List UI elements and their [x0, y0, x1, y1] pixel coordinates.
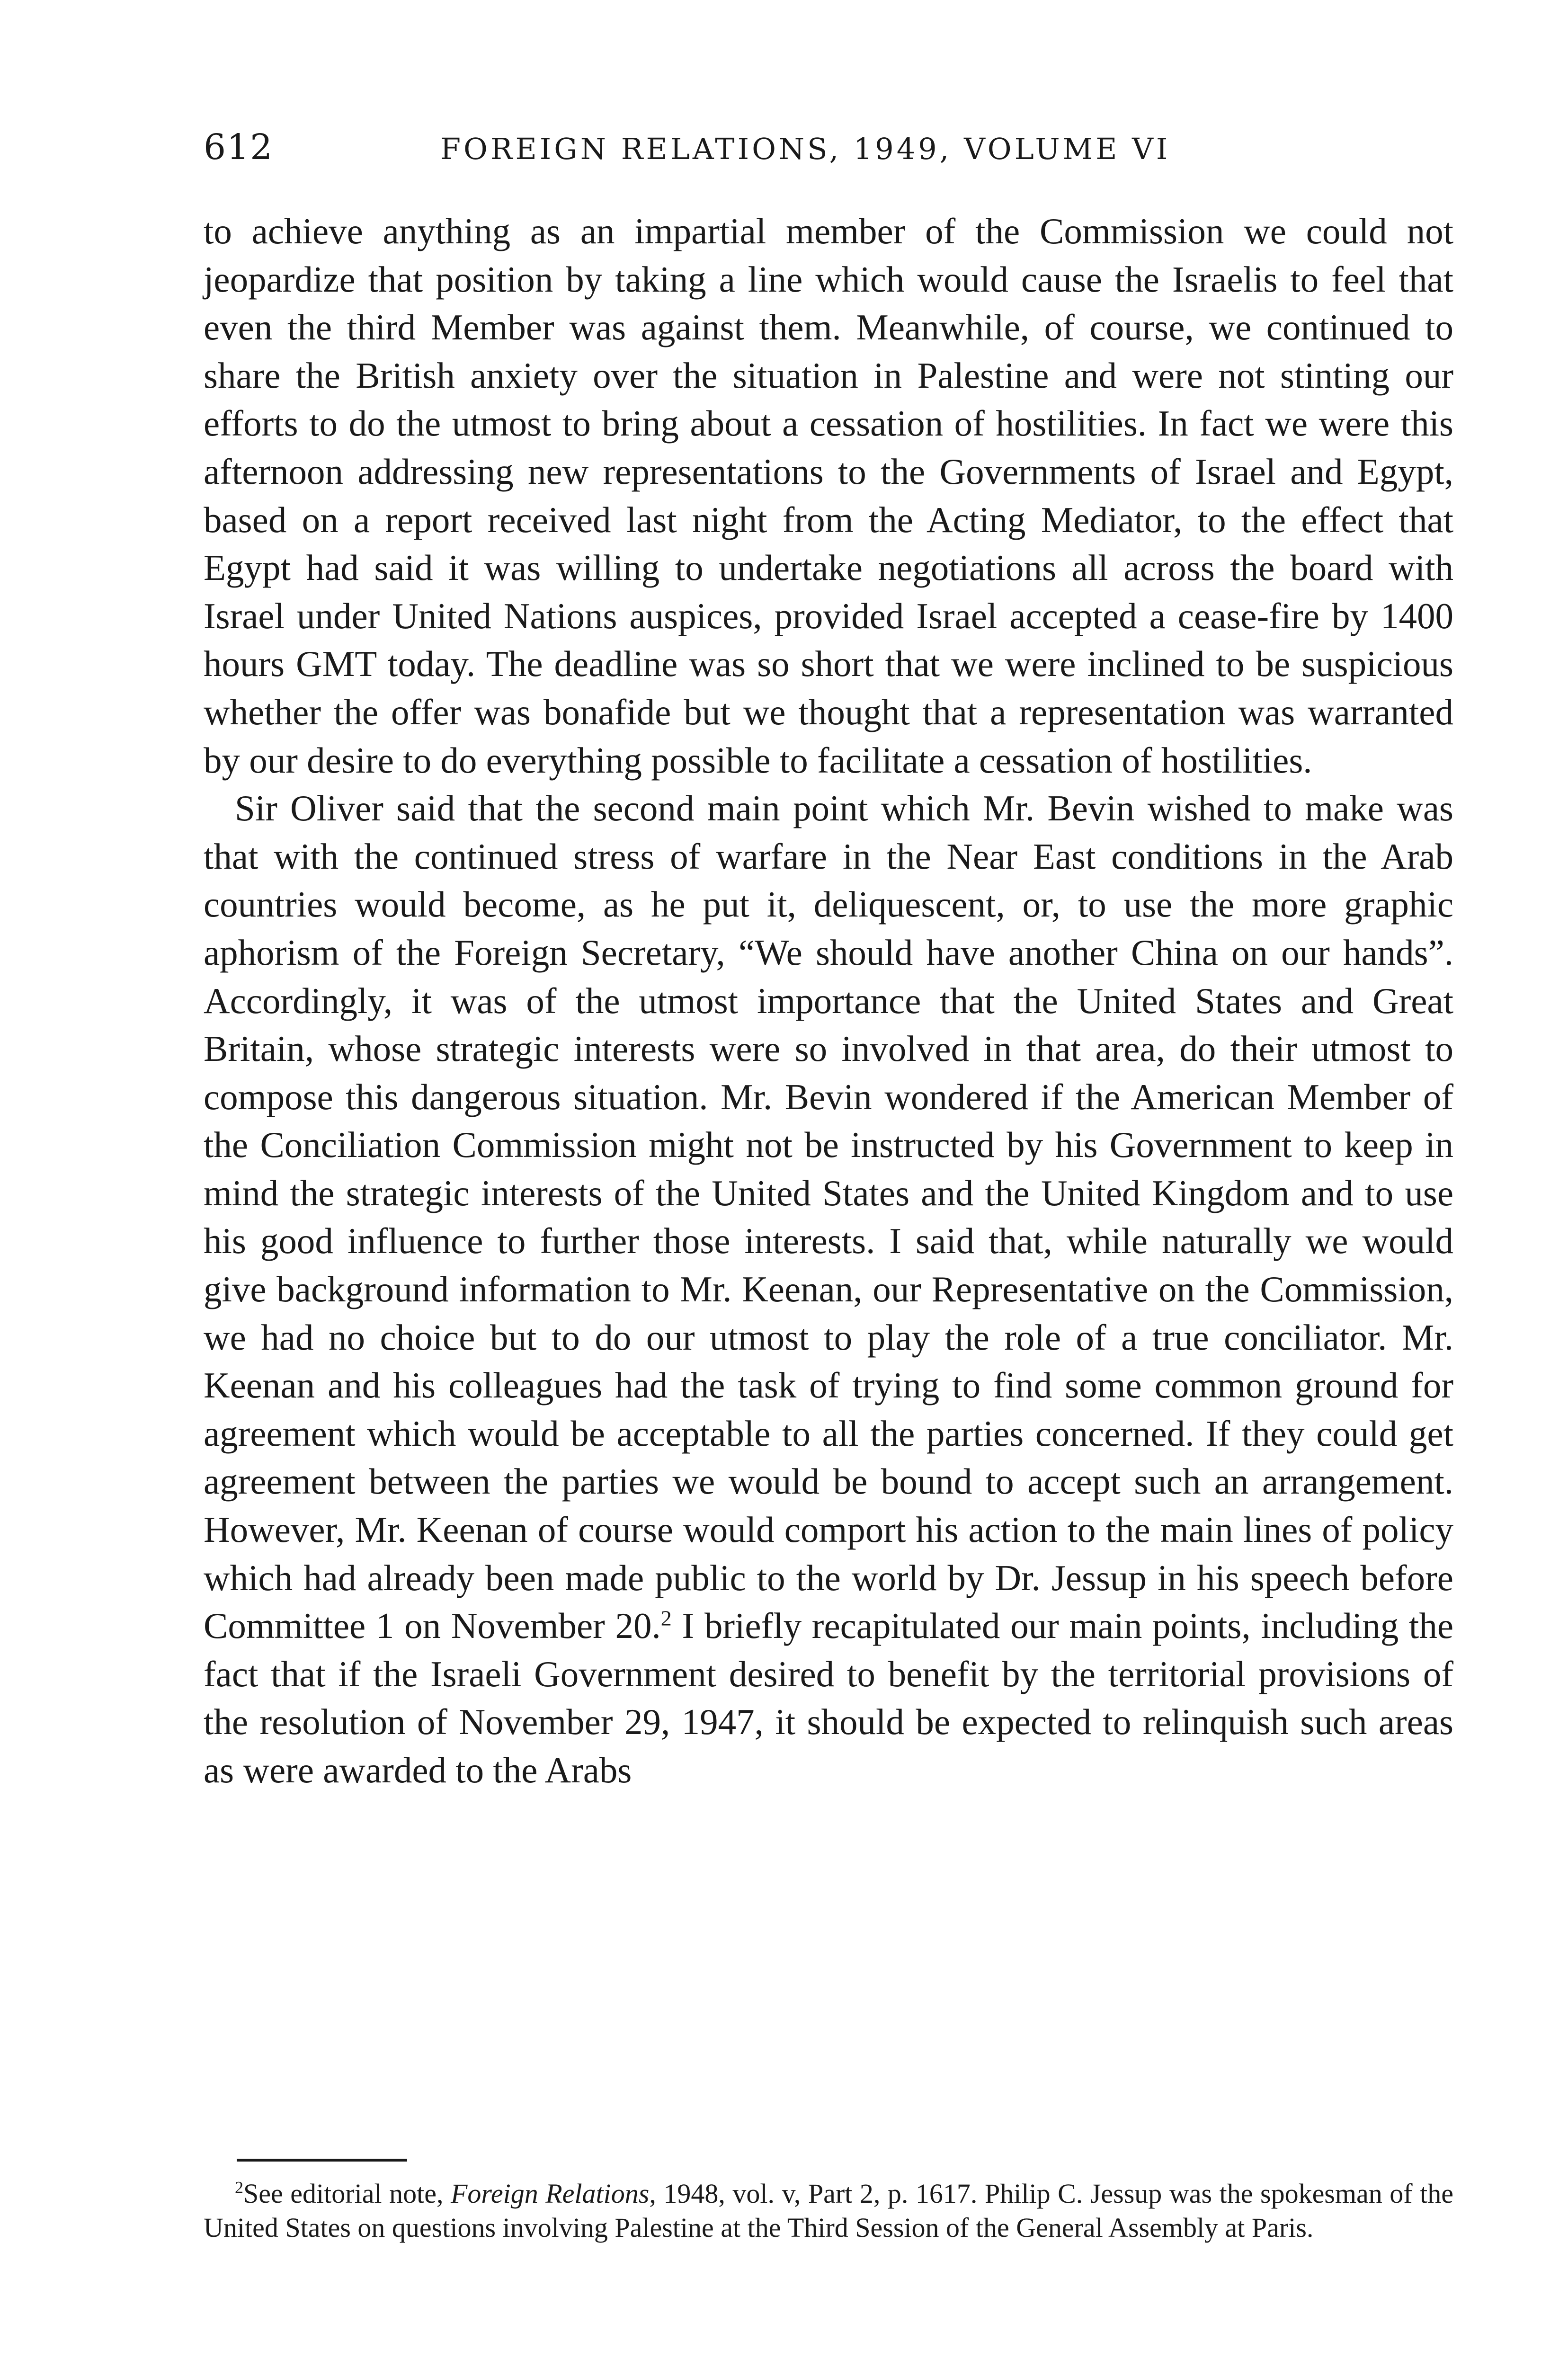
footnote-text-part: See editorial note,	[243, 2178, 451, 2209]
page-header	[204, 127, 1453, 169]
footnote-reference: 2	[660, 1606, 672, 1630]
page-number: 612	[204, 127, 274, 168]
paragraph-text: I briefly recapitulated our main points, including the fact that if the Israeli Government desired to benefit by the territorial provisions of the resolution of November 29, 1947, it should be expected to relinquish such areas as were awarded to the Arabs	[204, 1605, 1454, 1790]
footnote-text-part: , 1948, vol. v, Part 2, p. 1617. Philip C. Jessup was the spokesman of the United States on questions involving Palestine at the Third Session of the General Assembly at Paris.	[204, 2178, 1454, 2243]
paragraph: to achieve anything as an impartial member of the Commission we could not jeopardize that position by taking a line which would cause the Israelis to feel that even the third Member was against them. Meanwhile, of course, we continued to share the British anxiety over the situation in Palestine and were not stinting our efforts to do the utmost to bring about a cessation of hostilities. In fact we were this afternoon addressing new representations to the Governments of Israel and Egypt, based on a report received last night from the Acting Mediator, to the effect that Egypt had said it was willing to undertake negotiations all across the board with Israel under United Nations auspices, provided Israel accepted a cease-fire by 1400 hours GMT today. The deadline was so short that we were inclined to be suspicious whether the offer was bonafide but we thought that a representation was warranted by our desire to do everything possible to facilitate a cessation of hostilities.	[204, 211, 1453, 781]
running-head: FOREIGN RELATIONS, 1949, VOLUME VI	[440, 132, 1171, 166]
footnote-title: Foreign Relations	[451, 2178, 650, 2209]
paragraph-text: Sir Oliver said that the second main point which Mr. Bevin wished to make was that with the continued stress of warfare in the Near East conditions in the Arab countries would become, as he put it, deliquescent, or, to use the more graphic aphorism of the Foreign Secretary, “We should have another China on our hands”. Accordingly, it was of the utmost importance that the United States and Great Britain, whose strategic interests were so involved in that area, do their utmost to compose this dangerous situation. Mr. Bevin wondered if the American Member of the Conciliation Commission might not be instructed by his Government to keep in mind the strategic interests of the United States and the United Kingdom and to use his good influence to further those interests. I said that, while naturally we would give background information to Mr. Keenan, our Representative on the Commission, we had no choice but to do our utmost to play the role of a true conciliator. Mr. Keenan and his colleagues had the task of trying to find some common ground for agreement which would be acceptable to all the parties concerned. If they could get agreement between the parties we would be bound to accept such an arrangement. However, Mr. Keenan of course would comport his action to the main lines of policy which had already been made public to the world by Dr. Jessup in his speech before Committee 1 on November 20.	[204, 788, 1453, 1646]
paragraph	[204, 784, 1453, 1794]
footnote	[204, 2177, 1453, 2245]
footnote-text	[204, 2177, 1453, 2245]
body-text	[204, 207, 1453, 1795]
footnote-marker: 2	[235, 2178, 243, 2197]
footnote-divider	[237, 2159, 407, 2162]
